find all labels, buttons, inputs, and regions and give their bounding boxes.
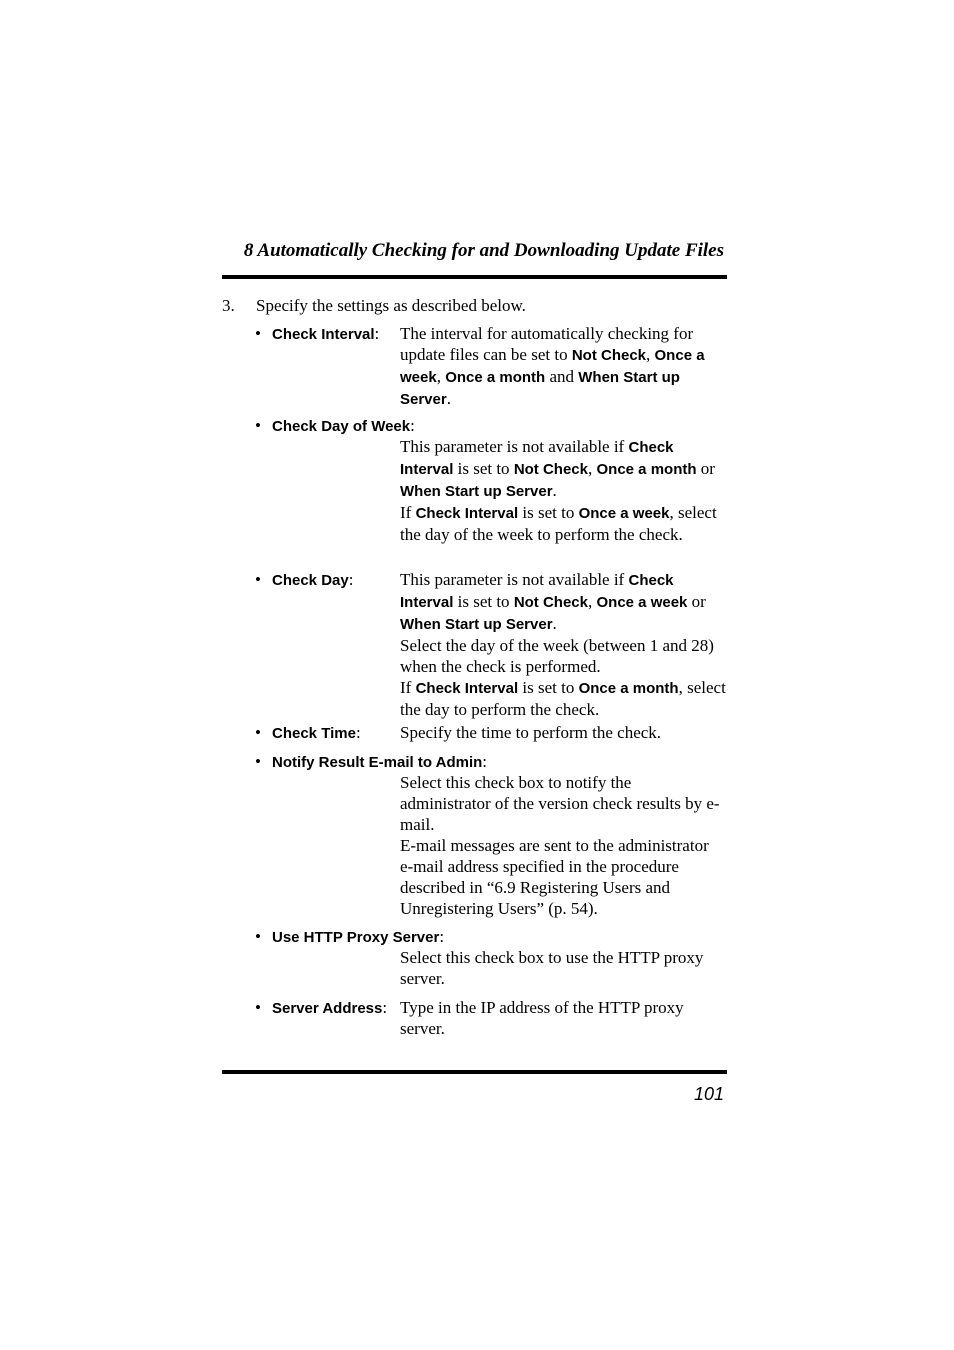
bullet: • — [255, 752, 261, 771]
item-description: Type in the IP address of the HTTP proxy server. — [400, 998, 684, 1038]
item-description: This parameter is not available if Check Interval is set to Not Check, Once a week or When Start up Server. Select the day of the week (between 1 and 28) when the check is performed. If Check Interval is set to Once a month, select the day to perform the check. — [400, 570, 726, 719]
term-label: Check Time: — [272, 723, 361, 742]
chapter-header-title: 8 Automatically Checking for and Downloading Update Files — [243, 240, 724, 261]
bullet: • — [255, 416, 261, 435]
bullet: • — [255, 570, 261, 589]
step-number: 3. — [222, 296, 235, 315]
bullet: • — [255, 927, 261, 946]
term-label: Server Address: — [272, 998, 388, 1017]
item-description: This parameter is not available if Check Interval is set to Not Check, Once a month or When Start up Server. If Check Interval is set to Once a week, select the day of the week to perform the check. — [400, 437, 717, 544]
item-description: Specify the time to perform the check. — [400, 723, 662, 742]
bullet: • — [255, 998, 261, 1017]
term-label: Check Interval: — [272, 324, 380, 343]
item-description: The interval for automatically checking for update files can be set to Not Check, Once a week, Once a month and When Start up Server. — [400, 324, 705, 408]
item-description: Select this check box to use the HTTP proxy server. — [400, 948, 704, 988]
bullet: • — [255, 723, 261, 742]
page-number: 101 — [693, 1084, 724, 1104]
term-label: Notify Result E-mail to Admin: — [272, 752, 488, 771]
term-label: Check Day: — [272, 570, 354, 589]
footer-rule — [222, 1070, 727, 1074]
header-rule — [222, 275, 727, 279]
item-description: Select this check box to notify the administrator of the version check results by e-mail. E-mail messages are sent to the administrator e-mail address specified in the procedure described in “6.9 Registering Users and Unregistering Users” (p. 54). — [400, 773, 720, 918]
step-text: Specify the settings as described below. — [256, 296, 526, 315]
bullet: • — [255, 324, 261, 343]
term-label: Check Day of Week: — [272, 416, 415, 435]
term-label: Use HTTP Proxy Server: — [272, 927, 445, 946]
